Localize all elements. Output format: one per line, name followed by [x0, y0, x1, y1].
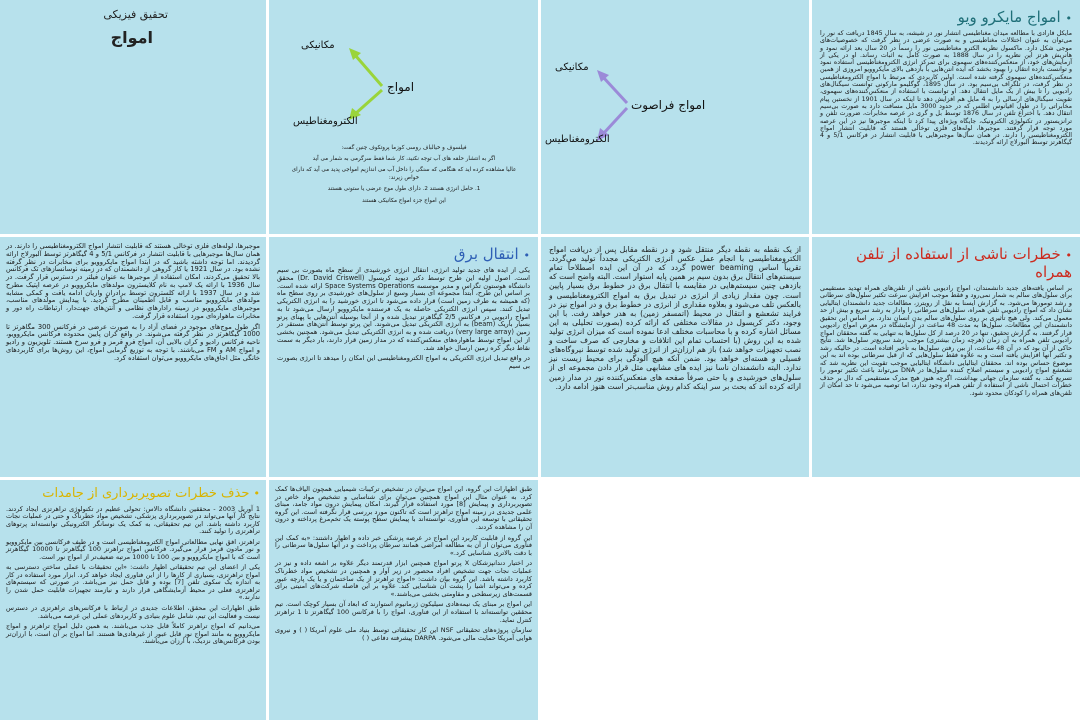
slide8-title — [820, 245, 1072, 281]
slide7-body: از یک نقطه به نقطه دیگر منتقل شود و در نقطه مقابل پس از دریافت امواج الکترومغناطیسی با انجام عمل عکس انرژی الکتریکی مجدداً تولید می‌گردد. تقریباً اساس power beaming گردد که در آن این ایده اصطلاحاً تمام سیستم‌های انتقال برق بدون سیم بر همین پایه استوار است. البته واضح است که بازدهی چنین سیستم‌هایی در مقایسه با انتقال برق در خطوط برق بسیار پایین است. چون مقدار زیادی از انرژی در تبدیل برق به امواج الکترومغناطیسی و بالعکس تلف می‌شود و بعلاوه مقداری از انرژی در خطوط برق و در امواج نیز در فرایند تشعشع و انتقال در محیط (اتمسفر زمین) به هدر خواهد رفت. با این وجود، دکتر کریسول در مقالات مختلفی که ارائه کرده (بصورت تحلیلی به این مسائل اشاره کرده و با محاسبات مختلف ادعا نموده است که میزان انرژی تولید شده به این روش (با احتساب تمام این اتلافات و مخارجی که صرف ساخت و نصب تجهیزات خواهد شد) باز هم ارزان‌تر از انرژی تولید شده توسط نیروگاه‌های فسیلی و هسته‌ای خواهد بود. ضمن آنکه هیچ آلودگی برای محیط زیست نیز ندارد. البته دانشمندان ناسا نیز ایده های مشابهی مثل قرار دادن مجموعه ای از سلول‌های خورشیدی و یا حتی صرفاً صفحه های منعکس‌کننده نور در مدار زمین ارائه کرده اند که بحث بر سر اینکه کدام روش مناسب‌تر است هنوز ادامه دارد. — [549, 245, 802, 391]
bullet-icon: • — [523, 249, 530, 262]
bullet-icon: • — [1065, 12, 1072, 25]
slide9-paragraph: یکی از اعضای این تیم تحقیقاتی اظهار داشت: «این تحقیقات با عملی ساختن دسترسی به امواج تراهرتزی، بسیاری از کارها را از این فناوری ایجاد خواهد کرد. ابزار مورد استفاده در کار به اندازه یک سکوی تلفن [7] بوده و قابل حمل نیز می‌باشد. در صورتی که سیستم‌های تراهرتزی فعلی در محیط آزمایشگاهی قرار دارند و نیازمند تجهیزات قابلیت حمل شدن را ندارند.» — [6, 563, 261, 602]
bullet-icon: • — [253, 487, 260, 500]
slide6-paragraph: یکی از ایده های جدید تولید انرژی، انتقال انرژی خورشیدی از سطح ماه بصورت بی سیم است. اصول اولیه این طرح توسط دکتر دیوید کریسول (Dr. David Criswell) محقق دانشگاه هوستون تگزاس و مدیر موسسه Space Systems Operations ارائه شده است. بر اساس این طرح، ابتدا مجموعه ای بسیار وسیع از سلول‌های خورشیدی بر روی سطح ماه (که همیشه به طرف زمین است) قرار داده می‌شود تا انرژی خورشید را به انرژی الکتریکی تبدیل کنند. سپس انرژی الکتریکی حاصله به یک فرستنده مایکروویو ارسال می‌شود تا به امواج رادیویی در فرکانس 2/5 گیگاهرتز تبدیل شده و از آنجا بوسیله آنتن‌هایی با پهنای پرتو بسیار باریک (beam) به انرژی الکتریکی تبدیل می‌شوند. این پرتو توسط آنتن‌های مستقر در زمین (very large array) دریافت شده و به انرژی الکتریکی تبدیل می‌شود. همچنین بخشی از این امواج توسط ماهواره‌های منعکس‌کننده که در مدار زمین قرار دارند، بار دیگر به سمت نقاط دیگر کره زمین ارسال خواهد شد. — [277, 266, 531, 352]
slide9-paragraph: طبق اظهارات این محقق، اطلاعات جدیدی در ارتباط با فرکانس‌های تراهرتزی در دسترس نیست و فعالیت این تیم، شامل علوم بنیادی و کاربردهای عملی این عرصه می‌باشد. — [6, 603, 260, 620]
slide10-paragraph: این گروه از قابلیت کاربرد این امواج در عرصه پزشکی خبر داده و اظهار داشتند: «به کمک این فناوری می‌توان از آن به مطالعه امراضی همانند سرطان پرداخت و در آنها سلول‌ها سرطانی را با دقت بالاتری شناسایی کرد.» — [275, 533, 532, 557]
slide2-text-line: عالیا مشاهده کرده اید که هنگامی که سنگی را داخل آب می اندازیم امواجی پدید می آید که دارای خواص زیرند: — [291, 167, 517, 182]
slide2-label-mechanical: مکانیکی — [301, 40, 335, 51]
slide2-label-em: الکترومغناطیس — [293, 116, 358, 127]
slide9-title-text: حذف خطرات تصویربرداری از جامدات — [42, 486, 250, 501]
slide1-subtitle: تحقیق فیزیکی — [103, 8, 168, 21]
slide-thumbnail-6[interactable] — [269, 237, 538, 477]
slide2-arrow-up — [355, 55, 382, 86]
slide2-text-line: این امواج جزء امواج مکانیکی هستند — [362, 197, 446, 204]
slide10-paragraph: در اختیار دندانپزشکان X پرتو امواج همچنین ابزار قدرتمند دیگر علاوه بر اشعه داده و نیز در عملیات نجات جهت تشخیص افراد محصور در زیر آوار و همچنین در تشخیص مواد خطرناک کاربرد داشته باشد. این گروه بیان داشت: «امواج تراهرتز از یک ساختمان و یا یک پارچه عبور کرده و می‌تواند اشیا را پشت آن شناسایی کند. علاوه بر این فاصله شرکت‌های امنیتی برای قسمت‌های زیرسطحی و مقاومتی بخشی می‌باشند.» — [275, 559, 532, 598]
empty-slot-1 — [541, 480, 809, 720]
slide9-paragraph: 1 آوریل 2003 - محققین دانشگاه دالاس: تحولی عظیم در تکنولوژی تراهرتزی ایجاد کردند. نتایج کار آنها می‌تواند در تصویربرداری پزشکی، تشخیص مواد خطرناک و حتی در عملیات نجات کاربرد داشته باشد. این تیم تحقیقاتی، به کمک یک نوسانگر الکترونیکی توانسته‌اند پرتوهای تراهرتزی را تولید کنند. — [6, 504, 260, 536]
slide2-arrow-down — [355, 90, 382, 114]
slide6-body — [277, 267, 530, 371]
slide4-title-text: امواج مایکرو ویو — [957, 8, 1061, 26]
slide4-title — [820, 8, 1072, 26]
slide3-label-waves: امواج فراصوت — [631, 98, 706, 112]
slide10-paragraph: سازمان پروژه‌های تحقیقاتی NSF این کار تحقیقاتی توسط بنیاد ملی علوم آمریکا ( ) و نیروی هوایی آمریکا حمایت مالی می‌شود. DARPA پیشرفته دفاعی ( ) — [275, 626, 532, 642]
slide6-title-text: انتقال برق — [453, 245, 519, 263]
slide-thumbnail-2[interactable] — [269, 0, 538, 234]
slide4-body: مایکل فارادی با مطالعه میدان مغناطیسی انتشار نور در شیشه، به سال 1845 دریافت که نور را می‌توان به عنوان اختلالات مغناطیسی و به صورت عرضی در نظر گرفت که خصوصیات‌های موجی شکل دارد. ماکسول نظریه الکترو مغناطیسی نور را رسماً در 20 سال بعد ارائه نمود و هانریش هرتز این نظریه را در سال 1888 به صورت کامل به اثبات رساند. او در یکی از آزمایش‌های خود، از منعکس‌کننده‌های سهموی برای تمرکز انرژی الکترومغناطیسی استفاده نمود و توانست بازده انتقال را بهبود بخشد که ایده انتن‌هایی با بازدهی بالای مایکروویو امروزی از همین منعکس‌کننده‌های سهموی گرفته شده است. اولین کاربردی که مرتبط با امواج الکترومغناطیسی در نظر گرفت، در تلگراف بی‌سیم بود. در سال 1895، گوگلیمو مارکونی توانست سیگنال‌های رادیویی را تا بیش از یک مایل انتقال دهد. او توانست با استفاده از منعکس‌کننده‌های سهموی، تقویت سیگنال‌های ارسالی را به 4 مایل هم افزایش دهد تا اینکه در سال 1901 از نخستین پیام مخابراتی را در طول اقیانوس اطلس که در حدود 3000 مایل مسافت دارد به صورت بی‌سیم انتقال دهد. با اختراع تلفن در سال 1876 توسط بل و گری در عرصه مخابرات، ضرورت تلفن و ترانزیستور در تکنولوژی الکترونیک، جایگاه ویژه‌ای پیدا کرد تا اینکه موجبرها نیز در این عرصه مورد توجه قرار گرفتند. موجبرها، لوله‌های فلزی توخالی هستند که قابلیت انتشار امواج الکترومغناطیسی را دارند. در همان سال‌ها موجبرهایی با قابلیت انتشار در فرکانس 5/1 و 4 گیگاهرتز توسط آلبورلاج ارائه گردیدند. — [820, 30, 1073, 147]
slide8-title-text: خطرات ناشی از استفاده از تلفن همراه — [855, 245, 1072, 281]
slide10-paragraph: این امواج بر مبنای یک نیمه‌هادی سیلیکون ژرمانیوم استوارند که ابعاد آن بسیار کوچک است. تیم محققین توانسته‌اند با استفاده از این فناوری، امواج را با فرکانس 100 گیگاهرتز تا 1 تراهرتز کنترل نماید. — [275, 600, 532, 624]
empty-slot-2 — [812, 480, 1080, 720]
slide5-body — [6, 243, 260, 362]
slide8-body: بر اساس یافته‌های جدید دانشمندان، امواج رادیویی ناشی از تلفن‌های همراه تهدید مستقیمی برای سلول‌های سالم به شمار نمی‌رود و فقط موجب افزایش سرعت تکثیر سلول‌های سرطانی و رشد تومورها می‌شود. به گزارش ایسنا به نقل از رویترز، مطالعات جدید دانشمندان ایتالیایی نشان داد که امواج رادیویی تلفن همراه، سلول‌های سرطانی را وادار به رشد سریع و بیش از حد معمول می‌کند. ولی هیچ تأثیری بر روی سلول‌های سالم بدن انسان ندارد. بر اساس این تحقیق دانشمندان این مطالعات، سلول‌ها به مدت 48 ساعت در آزمایشگاه در معرض امواج رادیویی قرار گرفتند. به گزارش تحقیق، تنها در 20 درصد از کل سلول‌ها به تنهایی به گفته محققان امواج رادیویی تلفن همراه به آن زمان (هرچه زمان بیشتری) موجب رشد سریع‌تر سلول‌ها شد. نتایج حاکی از آن بود که در آن 48 ساعت، از بین رفتن سلول‌ها به تأخیر افتاده است. در حالیکه رشد و تکثیر آنها افزایش یافته است و به علاوه فقط سلول‌هایی که از قبل سرطانی بوده اند به این موضوع حساس بوده اند. محققان ایتالیایی دانشگاه ایتالیایی موجب تقویت این نظریه شد که تشعشع امواج رادیویی و سیستم اصلاح کننده سلول‌ها در DNA می‌تواند باعث تکثیر تومور را تسریع کند. به گفته سازمان جهانی بهداشت، اگرچه هنوز هیچ مدرک مستقیمی که دال بر حذف خطرات احتمال ناشی از استفاده از تلفن همراه وجود ندارد، اما توصیه می‌شود تا حد امکان از تلفن‌های همراه را کودکان محدود شود. — [820, 284, 1073, 397]
slide3-label-mechanical: مکانیکی — [555, 62, 589, 73]
slide-thumbnail-1[interactable] — [0, 0, 266, 234]
slide2-text-line: اگر به انتشار حلقه های آب توجه نکنید، کار شما فقط سرگرمی به شمار می آید — [312, 156, 496, 163]
slide9-paragraph: می‌دانیم که امواج تراهرتز کاملاً قابل جذب می‌باشند. به همین دلیل امواج تراهرتز و امواج مایکروویو به مانند امواج نور قابل عبور از غیرهادی‌ها هستند. اما امواج بر آن است، با ارزان‌تر بودن فرکانس‌های نزدیک، با ارزان می‌باشند. — [6, 622, 260, 646]
slide3-arrow-down — [603, 108, 627, 134]
slide9-title — [6, 486, 260, 502]
slide2-label-waves: امواج — [387, 80, 415, 94]
slide-thumbnail-8[interactable] — [812, 237, 1080, 477]
slide-thumbnail-10[interactable] — [269, 480, 538, 720]
slide6-title — [277, 245, 530, 263]
slide-thumbnail-9[interactable] — [0, 480, 266, 720]
slide9-body — [6, 506, 260, 646]
slide6-paragraph: در واقع تبدیل انرژی الکتریکی به امواج الکترومغناطیسی این امکان را میدهد تا انرژی بصورت بی سیم — [277, 354, 530, 371]
slide3-concept-diagram — [541, 0, 809, 180]
slide9-paragraph: تراهرتز، افق نهایی مطالعاتی امواج الکترومغناطیسی است و در طیف فرکانسی بین مایکروویو و نور مادون قرمز قرار می‌گیرد. فرکانس امواج تراهرتز 100 گیگاهرتز تا 10000 گیگاهرتز است که با امواج مایکروویو و بین 100 تا 1000 مرتبه ضعیف‌تر از امواج نور است. — [6, 537, 260, 561]
bullet-icon: • — [1065, 249, 1072, 262]
slide2-text-line: فیلسوف و خیالباف روسی کوزما پروتکوف چنین گفت: — [341, 145, 467, 151]
slide10-paragraph: طبق اظهارات این گروه، این امواج می‌توان در تشخیص ترکیبات شیمیایی همچون الیاف‌ها کمک کرد. به عنوان مثال این امواج همچنین می‌توان برای شناسایی و تشخیص مواد خاص در تصویربرداری و پیمایش [8] مورد استفاده قرار گیرند. امکان پیمایش درون مواد جامد، مبنای علمی جدیدی در زمینه امواج تراهرتز است که تاکنون مورد بررسی قرار نگرفته است. این گروه تحقیقاتی با توسعه این فناوری، توانسته‌اند با پیمایش سطح پوسته یک تخم‌مرغ پرداخته و درون آن را مشاهده کردند. — [275, 485, 532, 531]
slide2-text — [289, 144, 519, 208]
slide5-paragraph: اگر طول موج‌های موجود در فضای آزاد را به صورت عرضی در فرکانس 300 مگاهرتز تا 1000 گیگاهرتز در نظر گرفته می‌شوند. در واقع کران پایین محدوده فرکانس مایکروویو، ناحیه فرکانس رادیو و کران بالایی آن، امواج فرو قرمز و فرو سرخ هستند. تلویزیون و رادیو و امواج AM و FM می‌باشند. با توجه به توزیع گرمایی امواج، این روش‌ها برای کاربردهای خانگی مثل اجاق‌های مایکروویو می‌توان استفاده کرد. — [6, 322, 260, 362]
slide-thumbnail-7[interactable] — [541, 237, 809, 477]
slide1-title: امواج — [110, 28, 153, 47]
slide2-text-line: 1. حامل انرژی هستند 2. دارای طول موج عرضی یا ستونی هستند — [327, 186, 481, 193]
slide3-arrow-up — [603, 77, 627, 103]
slide10-body — [275, 486, 532, 642]
slide-thumbnail-4[interactable] — [812, 0, 1080, 234]
slide-thumbnail-5[interactable] — [0, 237, 266, 477]
slide3-label-em: الکترومغناطیس — [545, 134, 610, 145]
slide-thumbnail-3[interactable] — [541, 0, 809, 234]
slide5-paragraph: موجبرها، لوله‌های فلزی توخالی هستند که قابلیت انتشار امواج الکترومغناطیسی را دارند. در همان سال‌ها موجبرهایی با قابلیت انتشار در فرکانس 5/1 و 4 گیگاهرتز توسط آلبورلاج ارائه گردیدند. اما توجه داشته باشید که در ابتدا امواج مایکروویو برای مخابرات در نظر گرفته نشده بود. در سال 1921 یا کار گروهی از دانشمندان که در زمینه نوسانسازهای تک فرکانس بالا تحقیق می‌کردند، امکان استفاده از موجبرها به عنوان فیلتر در دسترس قرار گرفت. در سال 1936 با ارائه یک لامپ به نام کلایسترون مولدهای مایکروویو در عرصه اپتیک مطرح شد و در سال 1937 با ارائه کلسترون توسط برادران واریان ادامه یافت و کمکی مشابه مولدهای مایکروویو مناسب و قابل اطمینان مطرح گردید. با پیدایش مولدهای مناسب، موجبرهای مایکروویو در زمینه رادارهای نظامی و آنتن‌های جهت‌دار، ارتباطات راه دور و مخابرات ماهواره‌ای مورد استفاده قرار گرفت. — [6, 242, 261, 320]
